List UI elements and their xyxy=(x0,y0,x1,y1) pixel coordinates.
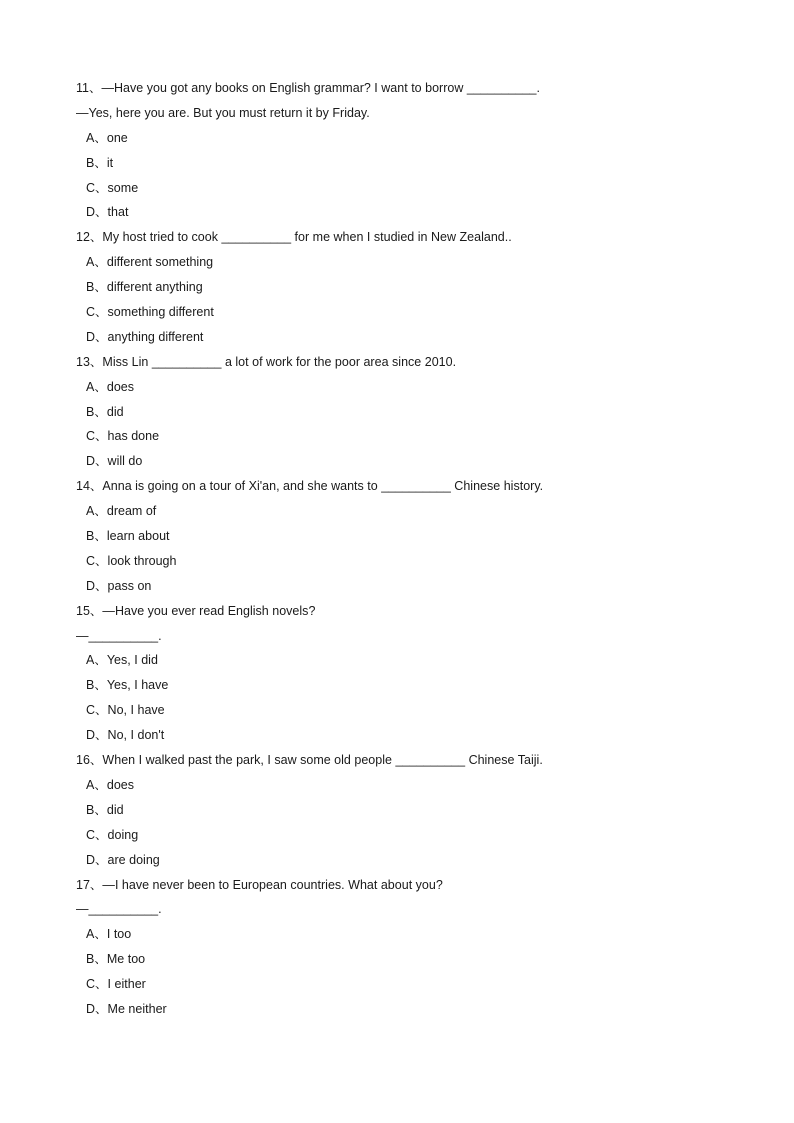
question-15 xyxy=(0,599,794,748)
option-c: C、look through xyxy=(86,553,177,568)
option-b: B、Yes, I have xyxy=(86,678,169,693)
option-b: B、did xyxy=(86,802,124,817)
option-a: A、does xyxy=(86,379,135,394)
question-stem-response: —__________. xyxy=(76,902,162,917)
option-b: B、learn about xyxy=(86,529,170,544)
option-c: C、doing xyxy=(86,827,139,842)
option-a: A、different something xyxy=(86,255,214,270)
option-d: D、are doing xyxy=(86,852,160,867)
question-stem: 16、When I walked past the park, I saw some old people __________ Chinese Taiji. xyxy=(76,753,543,768)
option-a: A、dream of xyxy=(86,504,157,519)
question-stem: 12、My host tried to cook __________ for me when I studied in New Zealand.. xyxy=(76,230,512,245)
option-c: C、has done xyxy=(86,429,160,444)
option-a: A、one xyxy=(86,130,128,145)
question-stem: 15、—Have you ever read English novels? xyxy=(76,603,316,618)
question-stem: 14、Anna is going on a tour of Xi'an, and she wants to __________ Chinese history. xyxy=(76,479,544,494)
option-c: C、some xyxy=(86,180,139,195)
option-a: A、Yes, I did xyxy=(86,653,158,668)
option-d: D、anything different xyxy=(86,329,204,344)
question-16 xyxy=(0,748,794,872)
option-d: D、will do xyxy=(86,454,143,469)
option-b: B、Me too xyxy=(86,952,146,967)
option-c: C、something different xyxy=(86,305,214,320)
question-list xyxy=(0,76,794,1022)
option-d: D、pass on xyxy=(86,578,152,593)
option-d: D、Me neither xyxy=(86,1001,167,1016)
option-b: B、it xyxy=(86,155,114,170)
option-a: A、does xyxy=(86,777,135,792)
question-14 xyxy=(0,474,794,598)
question-11 xyxy=(0,76,794,225)
option-b: B、did xyxy=(86,404,124,419)
question-stem-response: —Yes, here you are. But you must return it by Friday. xyxy=(76,105,370,120)
question-12 xyxy=(0,225,794,349)
question-17 xyxy=(0,873,794,1022)
question-stem: 13、Miss Lin __________ a lot of work for the poor area since 2010. xyxy=(76,354,457,369)
question-stem: 17、—I have never been to European countries. What about you? xyxy=(76,877,443,892)
question-stem-response: —__________. xyxy=(76,628,162,643)
option-d: D、that xyxy=(86,205,129,220)
option-b: B、different anything xyxy=(86,280,203,295)
option-d: D、No, I don't xyxy=(86,728,165,743)
question-stem: 11、—Have you got any books on English grammar? I want to borrow __________. xyxy=(76,81,540,95)
option-c: C、No, I have xyxy=(86,703,165,718)
question-13 xyxy=(0,350,794,474)
option-a: A、I too xyxy=(86,927,132,942)
option-c: C、I either xyxy=(86,977,146,992)
